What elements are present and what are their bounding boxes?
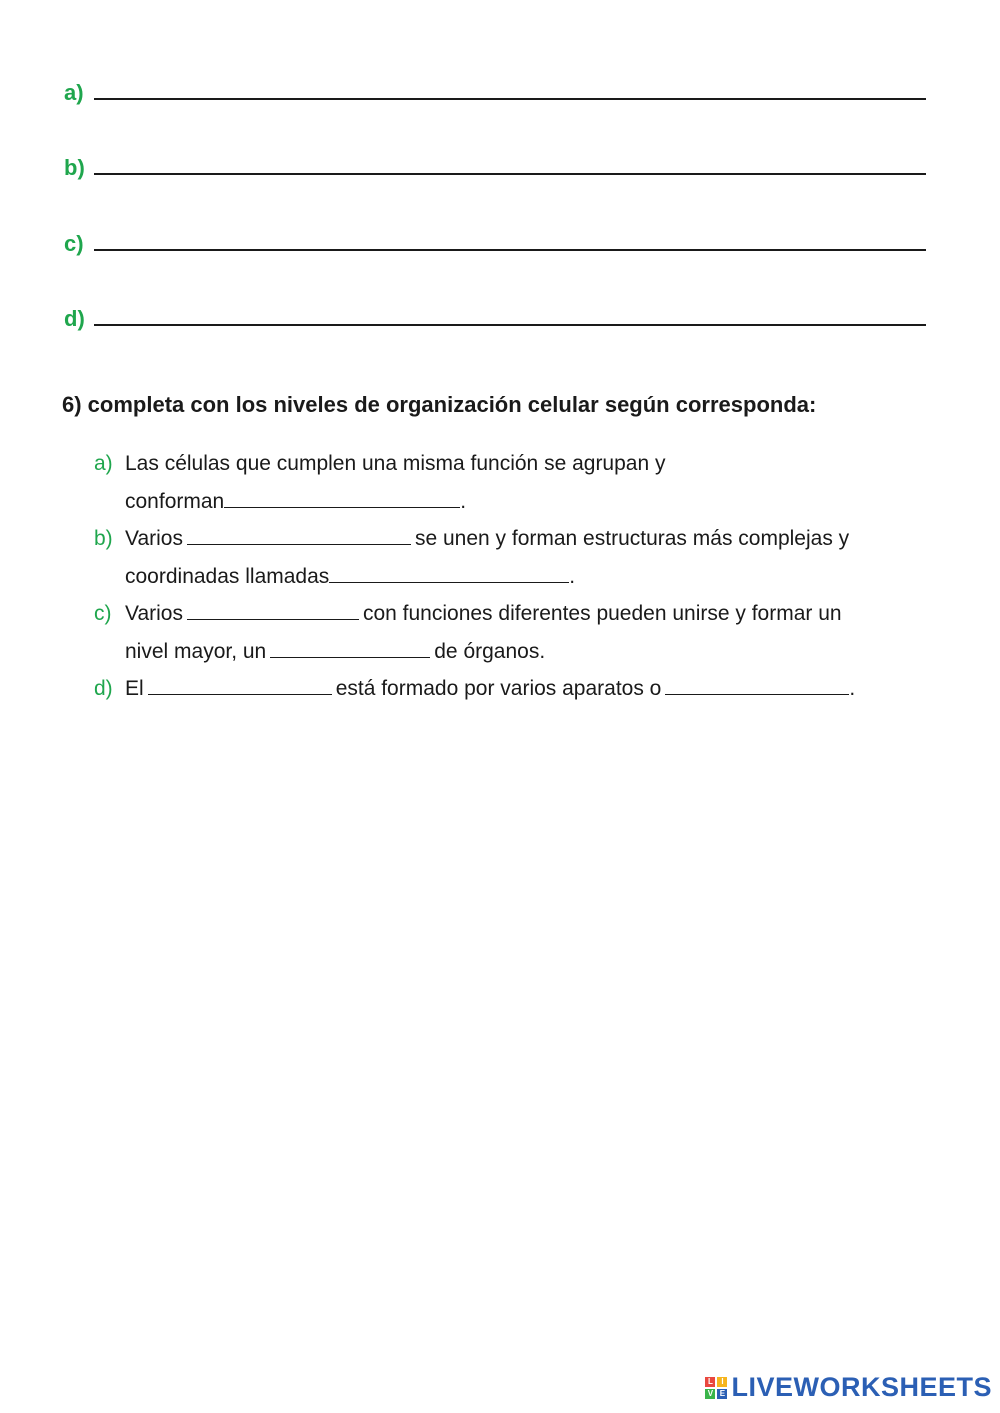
fill-b-blank-1[interactable] <box>187 526 411 545</box>
fill-b-text-3: coordinadas llamadas <box>125 564 330 588</box>
fill-a-text-1: Las células que cumplen una misma función se agrupan y <box>125 452 666 475</box>
answer-letter-a: a) <box>64 80 84 105</box>
logo-mark-i: I <box>717 1377 727 1387</box>
answer-field-c[interactable] <box>94 249 926 251</box>
fill-d-text-2: está formado por varios aparatos o <box>335 677 662 700</box>
fill-c-blank-2[interactable] <box>270 639 430 658</box>
fill-d-blank-1[interactable] <box>148 676 332 695</box>
fill-a-text-2: conforman <box>125 489 225 513</box>
fill-d-text-1: El <box>125 677 144 700</box>
question-title: 6) completa con los niveles de organización celular según corresponda: <box>62 392 817 417</box>
answer-field-b[interactable] <box>94 173 926 175</box>
answer-letter-b: b) <box>64 155 85 180</box>
fill-letter-a: a) <box>94 452 113 475</box>
fill-c-text-4: de órganos. <box>434 639 546 663</box>
fill-c-blank-1[interactable] <box>187 601 359 620</box>
logo-mark-l: L <box>705 1377 715 1387</box>
fill-a-blank-1[interactable] <box>224 489 460 508</box>
fill-d-text-3: . <box>849 677 856 700</box>
fill-c-text-3: nivel mayor, un <box>125 639 267 663</box>
logo-mark-icon <box>705 1377 727 1399</box>
fill-item-c <box>94 595 964 670</box>
fill-a-text-3: . <box>460 489 467 513</box>
answer-line-c <box>64 225 926 255</box>
fill-letter-d: d) <box>94 677 113 700</box>
fill-b-text-1: Varios <box>125 527 183 550</box>
answer-line-a <box>64 74 926 104</box>
fill-item-d <box>94 670 964 708</box>
fill-b-text-2: se unen y forman estructuras más complejas y <box>414 527 850 550</box>
answer-field-a[interactable] <box>94 98 926 100</box>
answer-line-b <box>64 149 926 179</box>
fill-in-list <box>94 445 964 708</box>
answer-line-d <box>64 300 926 330</box>
logo-mark-e: E <box>717 1389 727 1399</box>
answer-field-d[interactable] <box>94 324 926 326</box>
logo-text: LIVEWORKSHEETS <box>731 1372 992 1402</box>
fill-c-text-1: Varios <box>125 602 183 625</box>
fill-letter-c: c) <box>94 602 112 625</box>
liveworksheets-logo <box>705 1372 992 1403</box>
logo-mark-v: V <box>705 1389 715 1399</box>
answer-letter-c: c) <box>64 231 84 256</box>
fill-letter-b: b) <box>94 527 113 550</box>
answer-letter-d: d) <box>64 306 85 331</box>
fill-c-text-2: con funciones diferentes pueden unirse y formar un <box>362 602 842 625</box>
fill-b-blank-2[interactable] <box>329 564 569 583</box>
fill-d-blank-2[interactable] <box>665 676 849 695</box>
fill-b-text-4: . <box>569 564 576 588</box>
fill-item-a <box>94 445 964 520</box>
fill-item-b <box>94 520 964 595</box>
